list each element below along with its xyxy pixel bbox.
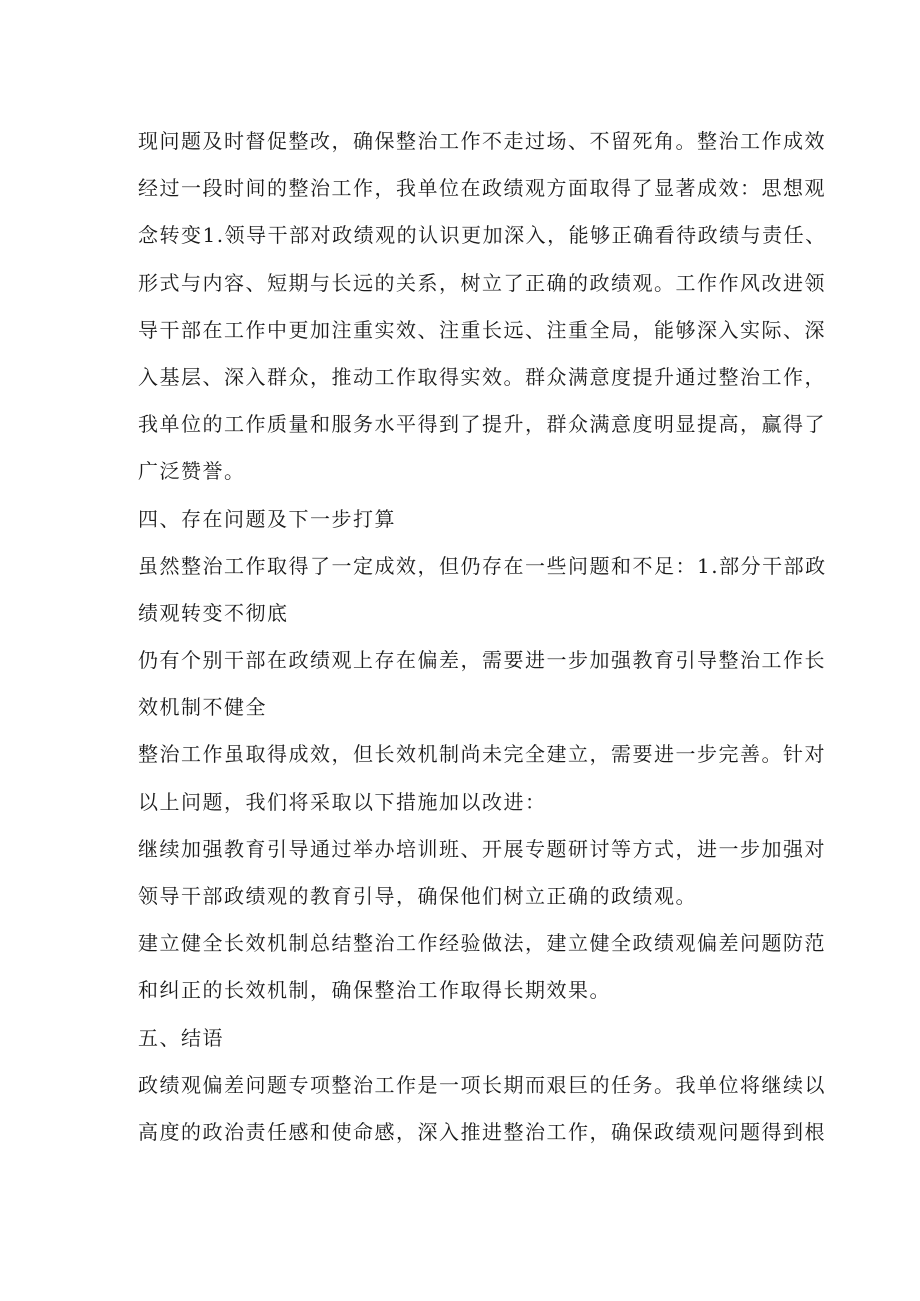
section-heading-issues: 四、存在问题及下一步打算 bbox=[138, 506, 396, 531]
paragraph-line: 入基层、深入群众，推动工作取得实效。群众满意度提升通过整治工作， bbox=[138, 364, 826, 389]
paragraph-line: 仍有个别干部在政绩观上存在偏差，需要进一步加强教育引导整治工作长 bbox=[138, 648, 826, 673]
paragraph-line: 念转变1.领导干部对政绩观的认识更加深入，能够正确看待政绩与责任、 bbox=[138, 223, 827, 248]
paragraph-line: 继续加强教育引导通过举办培训班、开展专题研讨等方式，进一步加强对 bbox=[138, 836, 826, 861]
paragraph-line: 效机制不健全 bbox=[138, 695, 267, 720]
paragraph-line: 导干部在工作中更加注重实效、注重长远、注重全局，能够深入实际、深 bbox=[138, 317, 826, 342]
paragraph-line: 建立健全长效机制总结整治工作经验做法，建立健全政绩观偏差问题防范 bbox=[138, 931, 826, 956]
section-heading-conclusion: 五、结语 bbox=[138, 1025, 224, 1050]
paragraph-line: 现问题及时督促整改，确保整治工作不走过场、不留死角。整治工作成效 bbox=[138, 129, 826, 153]
document-body bbox=[138, 118, 827, 1156]
paragraph-line: 虽然整治工作取得了一定成效，但仍存在一些问题和不足：1.部分干部政 bbox=[138, 553, 827, 578]
paragraph-line: 以上问题，我们将采取以下措施加以改进： bbox=[138, 789, 547, 814]
paragraph-line: 领导干部政绩观的教育引导，确保他们树立正确的政绩观。 bbox=[138, 884, 697, 908]
paragraph-line: 形式与内容、短期与长远的关系，树立了正确的政绩观。工作作风改进领 bbox=[138, 270, 826, 295]
paragraph-line: 绩观转变不彻底 bbox=[138, 600, 289, 625]
paragraph-line: 广泛赞誉。 bbox=[138, 459, 246, 484]
paragraph-line: 和纠正的长效机制，确保整治工作取得长期效果。 bbox=[138, 978, 611, 1003]
paragraph-line: 整治工作虽取得成效，但长效机制尚未完全建立，需要进一步完善。针对 bbox=[138, 742, 826, 767]
paragraph-line: 高度的政治责任感和使命感，深入推进整治工作，确保政绩观问题得到根 bbox=[138, 1119, 826, 1144]
paragraph-line: 政绩观偏差问题专项整治工作是一项长期而艰巨的任务。我单位将继续以 bbox=[138, 1072, 826, 1097]
paragraph-line: 经过一段时间的整治工作，我单位在政绩观方面取得了显著成效：思想观 bbox=[138, 176, 826, 201]
paragraph-line: 我单位的工作质量和服务水平得到了提升，群众满意度明显提高，赢得了 bbox=[138, 412, 826, 437]
